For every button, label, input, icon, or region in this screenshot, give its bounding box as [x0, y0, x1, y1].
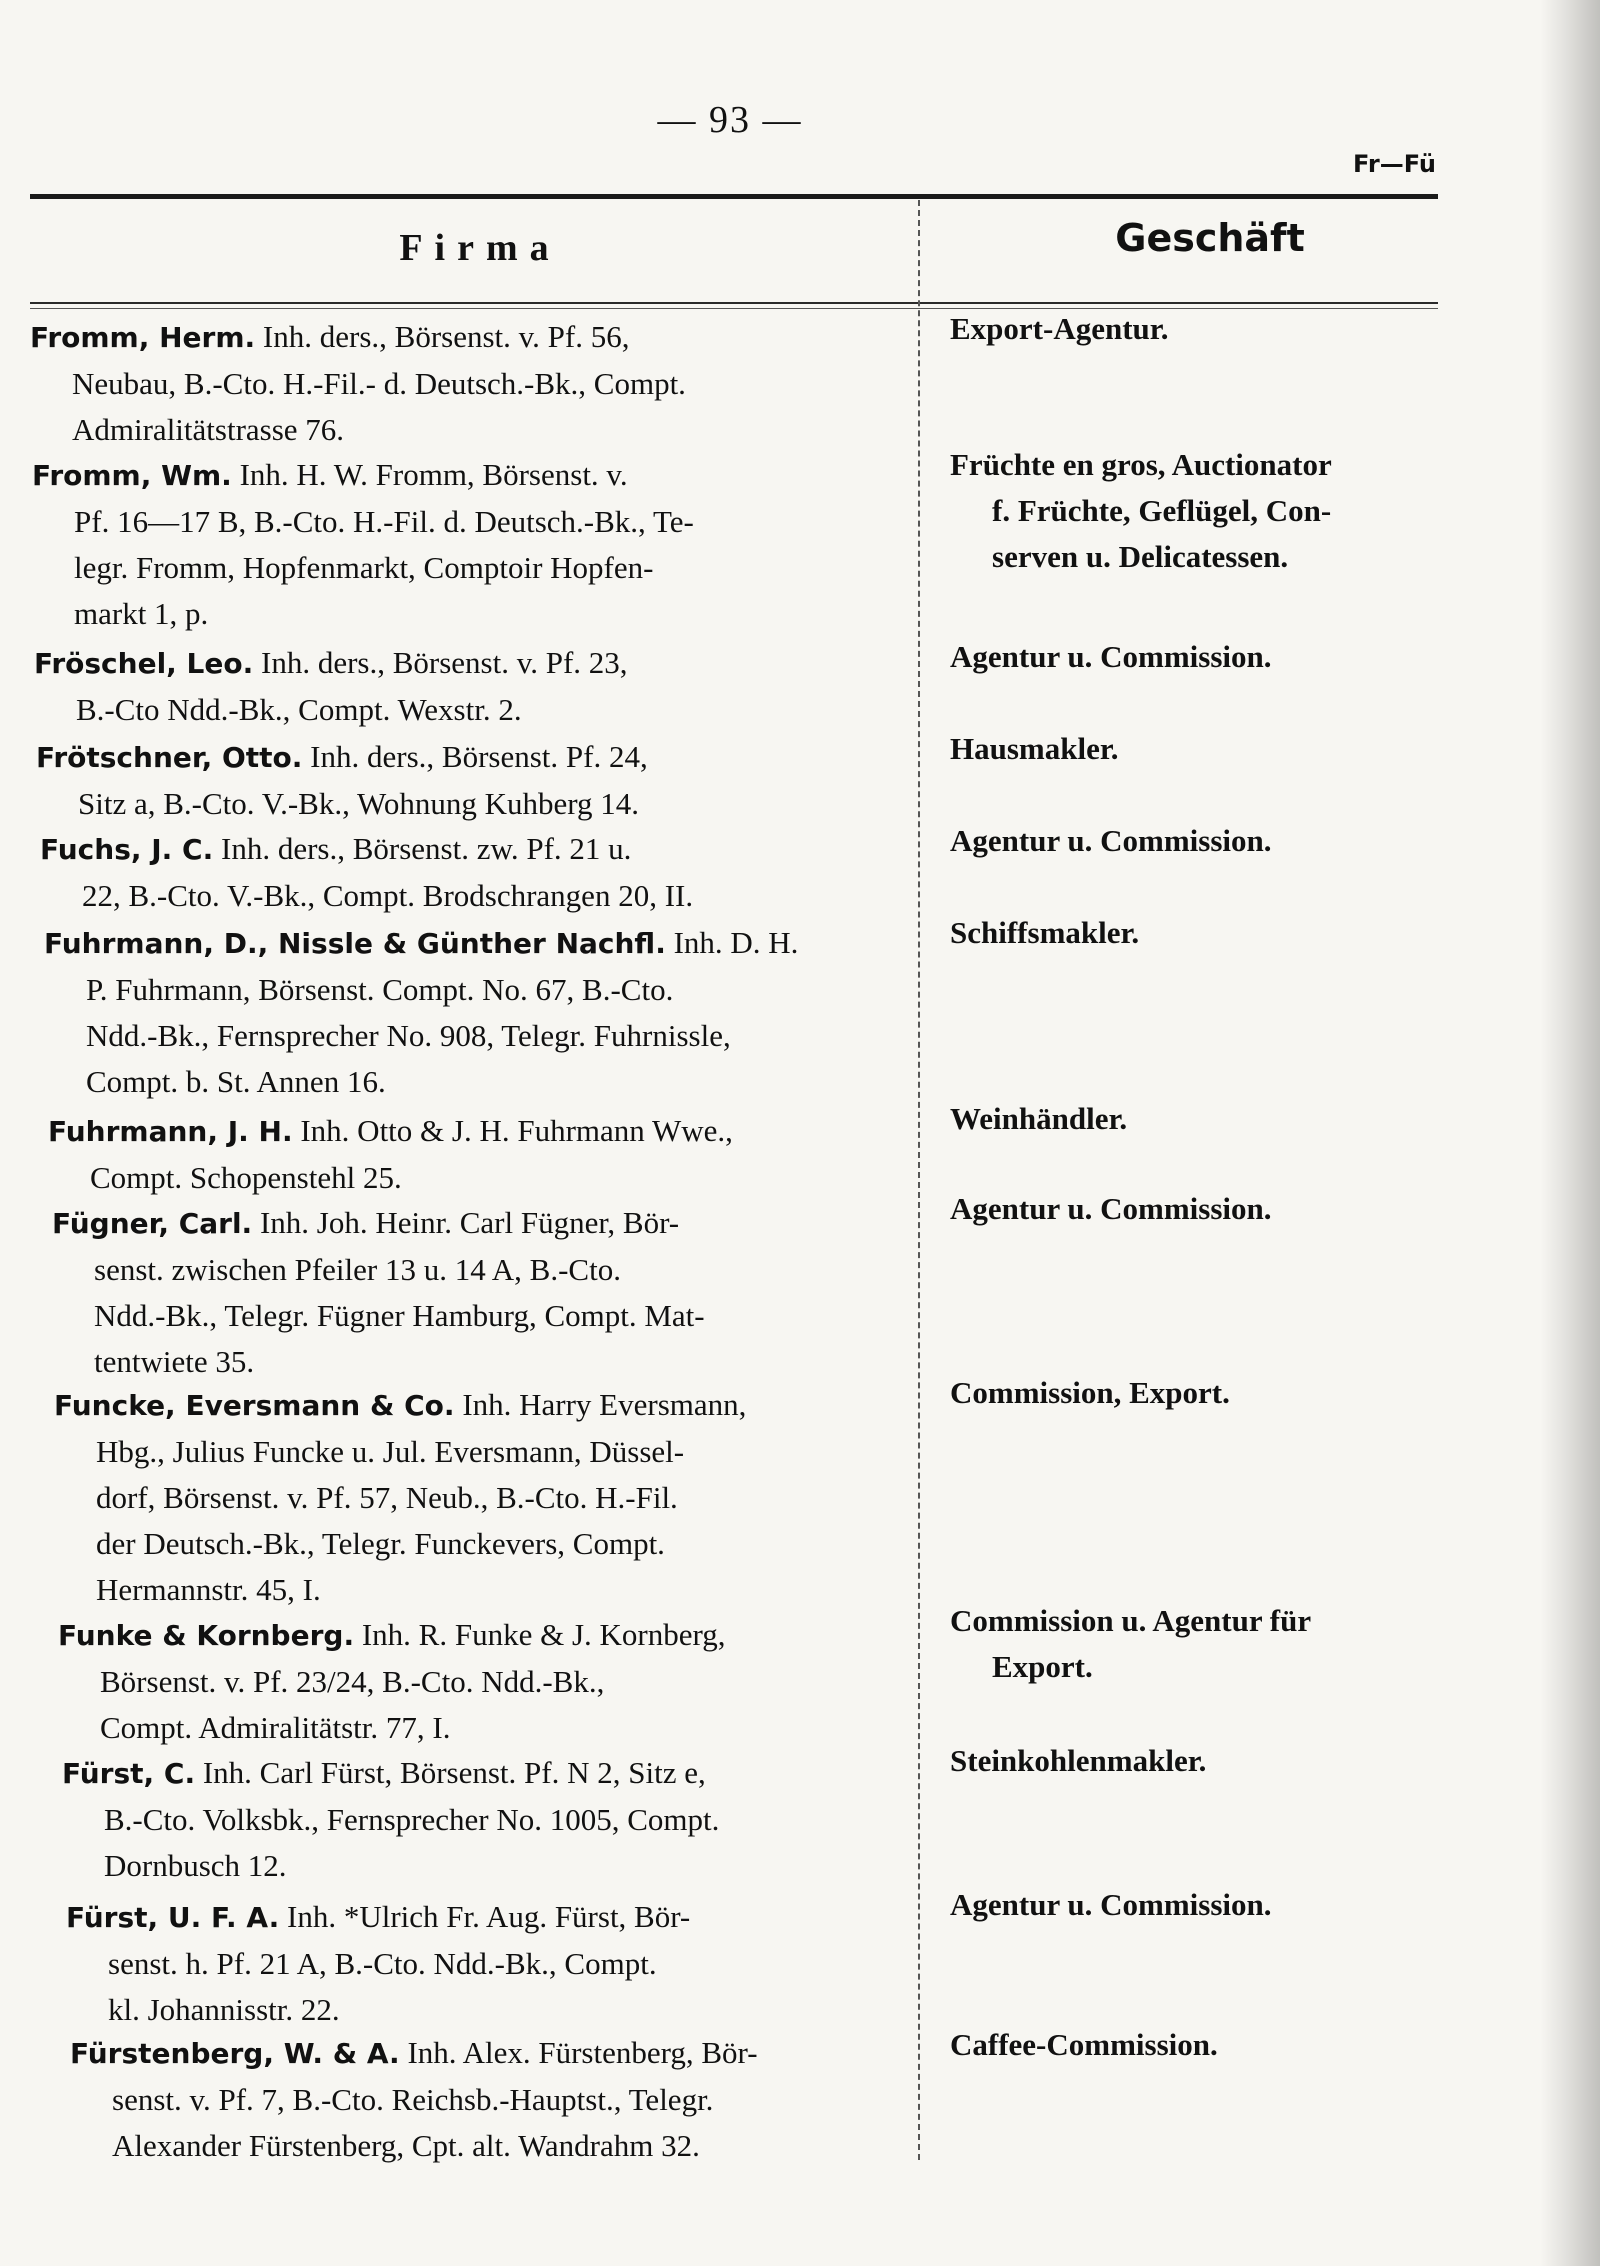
- firm-name: Fürst, C.: [62, 1757, 196, 1790]
- entry-text: B.-Cto Ndd.-Bk., Compt. Wexstr. 2.: [76, 692, 522, 727]
- entry-text: Compt. b. St. Annen 16.: [86, 1064, 386, 1099]
- page-edge-shadow: [1540, 0, 1600, 2266]
- entry-text: markt 1, p.: [74, 596, 209, 631]
- entry-text: Börsenst. v. Pf. 23/24, B.-Cto. Ndd.-Bk.,: [100, 1664, 605, 1699]
- entry-text: senst. zwischen Pfeiler 13 u. 14 A, B.-Cto.: [94, 1252, 621, 1287]
- entry-text: Inh. D. H.: [673, 925, 799, 960]
- business-text: Schiffsmakler.: [950, 915, 1140, 950]
- entry-firma: [30, 314, 930, 453]
- firm-name: Fröschel, Leo.: [34, 647, 254, 680]
- entry-text: Ndd.-Bk., Fernsprecher No. 908, Telegr. Fuhrnissle,: [86, 1018, 731, 1053]
- entry-text: senst. v. Pf. 7, B.-Cto. Reichsb.-Hauptst., Telegr.: [112, 2082, 714, 2117]
- business-text: f. Früchte, Geflügel, Con-: [992, 493, 1332, 528]
- entry-firma: [44, 920, 944, 1105]
- entry-text: Dornbusch 12.: [104, 1848, 287, 1883]
- firm-name: Funcke, Eversmann & Co.: [54, 1389, 455, 1422]
- entry-text: kl. Johannisstr. 22.: [108, 1992, 340, 2027]
- firm-name: Fuhrmann, D., Nissle & Günther Nachfl.: [44, 927, 666, 960]
- business-text: serven u. Delicatessen.: [992, 539, 1289, 574]
- page-number: — 93 —: [657, 99, 803, 141]
- entry-firma: [54, 1382, 954, 1613]
- firm-name: Fuchs, J. C.: [40, 833, 214, 866]
- entry-text: Inh. H. W. Fromm, Börsenst. v.: [239, 457, 628, 492]
- entry-text: Compt. Admiralitätstr. 77, I.: [100, 1710, 451, 1745]
- entry-text: Inh. ders., Börsenst. v. Pf. 23,: [261, 645, 628, 680]
- entry-text: Inh. *Ulrich Fr. Aug. Fürst, Bör-: [287, 1899, 691, 1934]
- entry-text: Admiralitätstrasse 76.: [72, 412, 345, 447]
- entry-text: Ndd.-Bk., Telegr. Fügner Hamburg, Compt. Mat-: [94, 1298, 705, 1333]
- entry-firma: [70, 2030, 970, 2169]
- business-text: Commission u. Agentur für: [950, 1603, 1312, 1638]
- entry-text: legr. Fromm, Hopfenmarkt, Comptoir Hopfen-: [74, 550, 654, 585]
- entry-firma: [34, 640, 934, 733]
- column-header-geschaeft: Geschäft: [1115, 216, 1305, 260]
- top-rule: [30, 194, 1438, 199]
- firm-name: Fuhrmann, J. H.: [48, 1115, 293, 1148]
- entry-geschaeft: [950, 442, 1460, 580]
- entry-firma: [62, 1750, 962, 1889]
- entry-geschaeft: [950, 1882, 1460, 1928]
- entry-text: tentwiete 35.: [94, 1344, 255, 1379]
- entry-firma: [36, 734, 936, 827]
- section-range: Fr—Fü: [1353, 150, 1436, 178]
- entry-text: Hbg., Julius Funcke u. Jul. Eversmann, Düssel-: [96, 1434, 685, 1469]
- entry-geschaeft: [950, 910, 1460, 956]
- entry-geschaeft: [950, 1598, 1460, 1690]
- entry-text: Inh. ders., Börsenst. Pf. 24,: [310, 739, 648, 774]
- business-text: Früchte en gros, Auctionator: [950, 447, 1332, 482]
- entry-text: Inh. ders., Börsenst. zw. Pf. 21 u.: [221, 831, 632, 866]
- entry-geschaeft: [950, 634, 1460, 680]
- entry-geschaeft: [950, 726, 1460, 772]
- firm-name: Fürst, U. F. A.: [66, 1901, 280, 1934]
- business-text: Commission, Export.: [950, 1375, 1230, 1410]
- business-text: Weinhändler.: [950, 1101, 1128, 1136]
- entry-geschaeft: [950, 818, 1460, 864]
- entry-text: Sitz a, B.-Cto. V.-Bk., Wohnung Kuhberg 14.: [78, 786, 639, 821]
- entry-text: dorf, Börsenst. v. Pf. 57, Neub., B.-Cto. H.-Fil.: [96, 1480, 678, 1515]
- business-text: Agentur u. Commission.: [950, 639, 1272, 674]
- entry-text: B.-Cto. Volksbk., Fernsprecher No. 1005, Compt.: [104, 1802, 720, 1837]
- firm-name: Fügner, Carl.: [52, 1207, 253, 1240]
- firm-name: Fürstenberg, W. & A.: [70, 2037, 400, 2070]
- entry-geschaeft: [950, 1738, 1460, 1784]
- entry-text: Inh. R. Funke & J. Kornberg,: [361, 1617, 726, 1652]
- entry-text: Compt. Schopenstehl 25.: [90, 1160, 402, 1195]
- business-text: Hausmakler.: [950, 731, 1119, 766]
- entry-geschaeft: [950, 1186, 1460, 1232]
- entry-text: Inh. Otto & J. H. Fuhrmann Wwe.,: [300, 1113, 733, 1148]
- entry-text: senst. h. Pf. 21 A, B.-Cto. Ndd.-Bk., Compt.: [108, 1946, 657, 1981]
- entry-text: Inh. ders., Börsenst. v. Pf. 56,: [262, 319, 630, 354]
- entry-text: Neubau, B.-Cto. H.-Fil.- d. Deutsch.-Bk., Compt.: [72, 366, 686, 401]
- entry-text: Inh. Alex. Fürstenberg, Bör-: [407, 2035, 758, 2070]
- business-text: Export.: [992, 1649, 1093, 1684]
- business-text: Steinkohlenmakler.: [950, 1743, 1207, 1778]
- entry-geschaeft: [950, 1096, 1460, 1142]
- firm-name: Fromm, Herm.: [30, 321, 256, 354]
- entry-text: 22, B.-Cto. V.-Bk., Compt. Brodschrangen 20, II.: [82, 878, 694, 913]
- entry-firma: [52, 1200, 952, 1385]
- column-header-firma: Firma: [399, 227, 561, 269]
- business-text: Agentur u. Commission.: [950, 1887, 1272, 1922]
- header-rule: [30, 302, 1438, 304]
- business-text: Caffee-Commission.: [950, 2027, 1218, 2062]
- entry-firma: [40, 826, 940, 919]
- entry-text: P. Fuhrmann, Börsenst. Compt. No. 67, B.-Cto.: [86, 972, 674, 1007]
- entry-firma: [48, 1108, 948, 1201]
- entry-text: Inh. Joh. Heinr. Carl Fügner, Bör-: [259, 1205, 680, 1240]
- entry-geschaeft: [950, 2022, 1460, 2068]
- firm-name: Frötschner, Otto.: [36, 741, 303, 774]
- entry-text: Alexander Fürstenberg, Cpt. alt. Wandrahm 32.: [112, 2128, 700, 2163]
- entry-firma: [32, 452, 932, 637]
- entry-geschaeft: [950, 1370, 1460, 1416]
- entry-geschaeft: [950, 306, 1460, 352]
- entry-text: der Deutsch.-Bk., Telegr. Funckevers, Compt.: [96, 1526, 665, 1561]
- entry-text: Hermannstr. 45, I.: [96, 1572, 321, 1607]
- business-text: Export-Agentur.: [950, 311, 1169, 346]
- firm-name: Fromm, Wm.: [32, 459, 232, 492]
- entry-text: Inh. Harry Eversmann,: [462, 1387, 747, 1422]
- firm-name: Funke & Kornberg.: [58, 1619, 355, 1652]
- entry-firma: [58, 1612, 958, 1751]
- entry-text: Inh. Carl Fürst, Börsenst. Pf. N 2, Sitz e,: [202, 1755, 706, 1790]
- entry-firma: [66, 1894, 966, 2033]
- entry-text: Pf. 16—17 B, B.-Cto. H.-Fil. d. Deutsch.-Bk., Te-: [74, 504, 694, 539]
- business-text: Agentur u. Commission.: [950, 823, 1272, 858]
- business-text: Agentur u. Commission.: [950, 1191, 1272, 1226]
